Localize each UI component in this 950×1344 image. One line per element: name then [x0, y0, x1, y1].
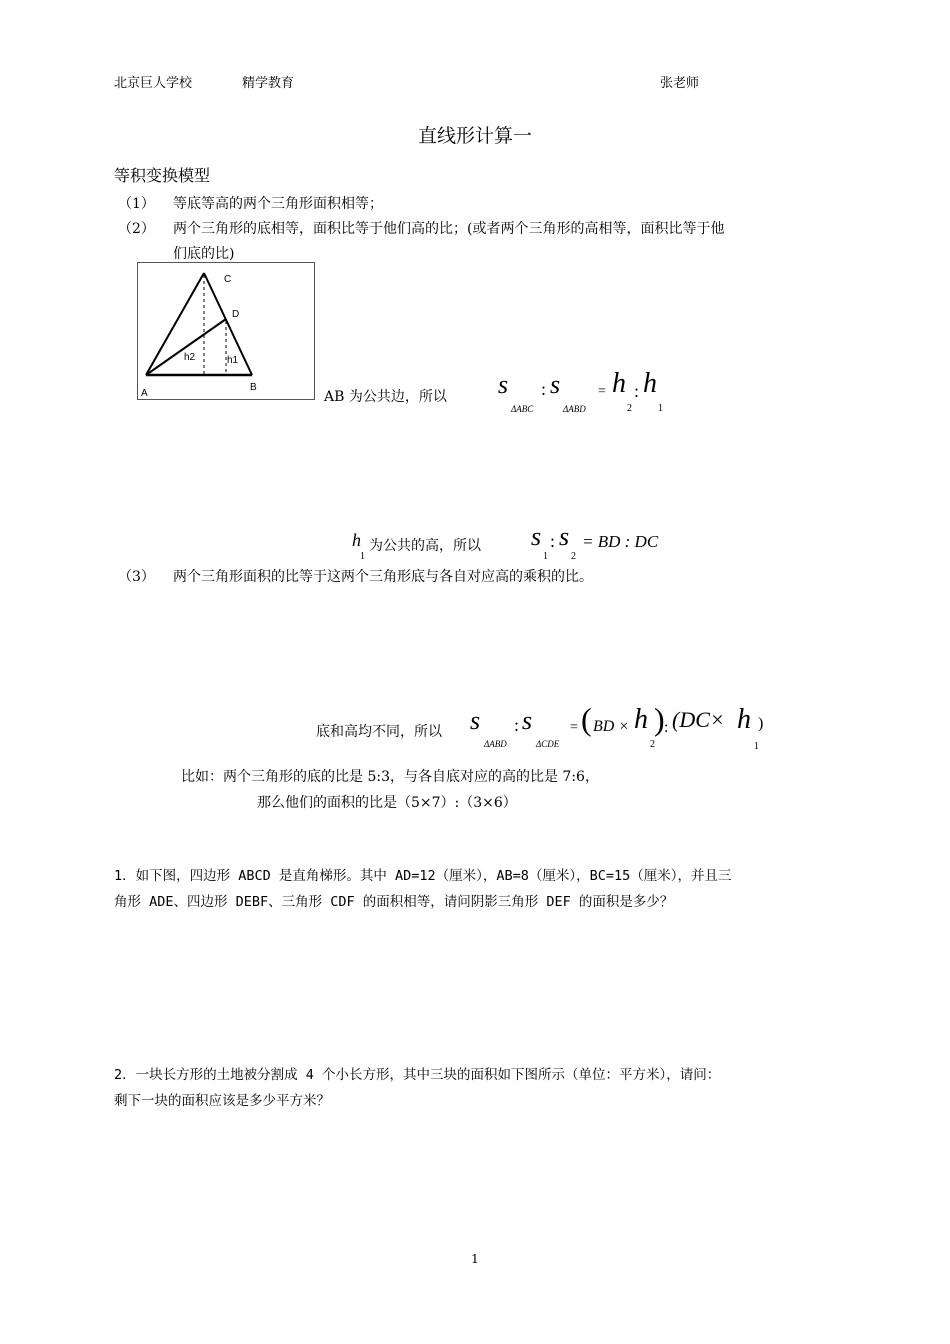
formula1-equals: = [598, 384, 606, 399]
item-3-number: （3） [118, 569, 155, 585]
formula1-h2-sub: 2 [627, 403, 632, 414]
formula3-h1-sub: 1 [754, 741, 759, 752]
formula2-h: h [352, 530, 361, 550]
section-heading: 等积变换模型 [114, 166, 211, 185]
item-1-number: （1） [118, 196, 155, 212]
item-1-text: 等底等高的两个三角形面积相等； [173, 196, 383, 212]
page-title: 直线形计算一 [417, 125, 532, 147]
formula1-sub1: ΔABC [511, 404, 534, 414]
formula3-h1: h [737, 704, 751, 735]
formula1-h1-sub: 1 [658, 403, 663, 414]
header-teacher: 张老师 [660, 76, 700, 91]
formula1-h2: h [612, 368, 626, 399]
formula3-colon2: : [664, 719, 669, 736]
formula3-sub1: ΔABD [484, 739, 507, 749]
formula3-prefix: 底和高均不同，所以 [316, 724, 442, 740]
formula2-rhs: = BD : DC [582, 532, 659, 551]
formula3-sub2: ΔCDE [536, 739, 560, 749]
item-3-text: 两个三角形面积的比等于这两个三角形底与各自对应高的乘积的比。 [173, 569, 593, 585]
problem-2-line-1: 2．一块长方形的土地被分割成 4 个小长方形，其中三块的面积如下图所示（单位：平方米），请问： [114, 1067, 721, 1083]
formula2-s1: s [531, 522, 542, 551]
formula3-lparen: ( [581, 701, 592, 737]
formula1-colon2: : [634, 381, 640, 401]
formula1-s1: s [498, 370, 509, 399]
formula2-s2: s [559, 522, 570, 551]
side-ac [146, 273, 204, 375]
formula3-equals: = [570, 720, 578, 735]
label-d: D [232, 309, 240, 320]
example-line-1: 比如：两个三角形的底的比是 5:3，与各自底对应的高的比是 7:6， [181, 769, 599, 785]
formula3-h2-sub: 2 [650, 739, 655, 750]
item-2-continuation: 们底的比) [173, 246, 235, 262]
label-h1: h1 [227, 355, 239, 366]
formula3-rparen: ) [654, 701, 665, 737]
triangle-diagram [138, 263, 316, 401]
label-b: B [250, 382, 257, 393]
problem-1-line-2: 角形 ADE、四边形 DEBF、三角形 CDF 的面积相等，请问阴影三角形 DEF 的面积是多少？ [114, 894, 674, 910]
formula3-h2: h [634, 704, 648, 735]
formula2-h-sub: 1 [360, 551, 365, 562]
formula3-s2: s [522, 706, 533, 735]
formula1-s2: s [550, 370, 561, 399]
formula2-s2-sub: 2 [571, 551, 576, 562]
formula3-dc: (DC× [672, 707, 725, 732]
triangle-figure [137, 262, 315, 400]
formula3-bd: BD × [593, 718, 630, 735]
formula1-h1: h [643, 368, 657, 399]
formula1-colon: : [541, 379, 547, 399]
label-c: C [224, 274, 232, 285]
formula2-prefix: 为公共的高，所以 [369, 538, 481, 554]
item-2-text: 两个三角形的底相等，面积比等于他们高的比；(或者两个三角形的高相等，面积比等于他 [173, 221, 725, 237]
formula2-s1-sub: 1 [543, 551, 548, 562]
formula1-prefix: AB 为公共边，所以 [324, 389, 447, 405]
label-h2: h2 [184, 352, 196, 363]
formula3-rparen2: ) [758, 715, 764, 732]
label-a: A [141, 388, 148, 399]
header-school: 北京巨人学校 [114, 76, 193, 91]
formula2-colon: : [550, 531, 556, 551]
formula3-s1: s [470, 706, 481, 735]
example-line-2: 那么他们的面积的比是（5×7）:（3×6） [257, 795, 517, 811]
formula1-sub2: ΔABD [563, 404, 586, 414]
page-number: 1 [471, 1252, 479, 1266]
formula3-colon1: : [514, 715, 520, 735]
item-2-number: （2） [118, 221, 155, 237]
problem-1-line-1: 1．如下图，四边形 ABCD 是直角梯形。其中 AD=12（厘米），AB=8（厘米），BC=15（厘米），并且三 [114, 868, 732, 884]
segment-ad [146, 319, 226, 375]
header-dept: 精学教育 [242, 76, 295, 91]
problem-2-line-2: 剩下一块的面积应该是多少平方米？ [114, 1093, 330, 1109]
